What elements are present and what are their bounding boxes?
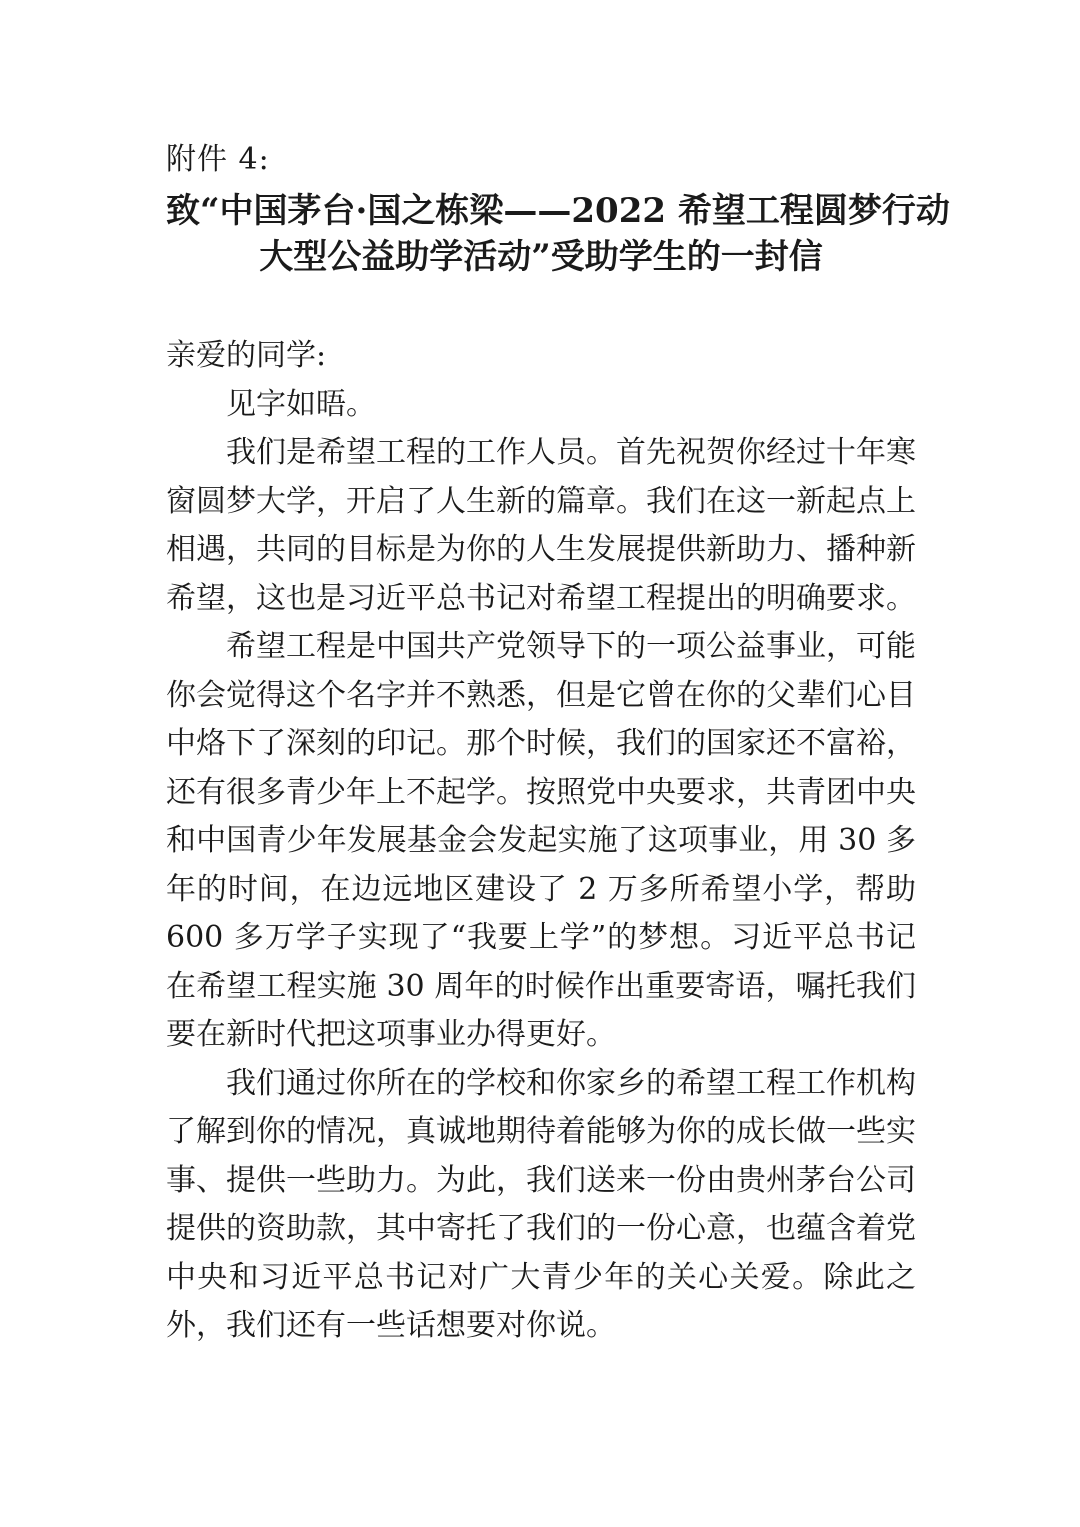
paragraph-introduction: 我们是希望工程的工作人员。首先祝贺你经过十年寒窗圆梦大学，开启了人生新的篇章。我们在这一新起点上相遇，共同的目标是为你的人生发展提供新助力、播种新希望，这也是习近平总书记对希望工程提出的明确要求。 bbox=[166, 435, 916, 616]
attachment-label: 附件 4: bbox=[166, 142, 270, 177]
letter-title-line-1: 致“中国茅台·国之栋梁——2022 希望工程圆梦行动 bbox=[166, 191, 950, 231]
letter-title-line-2: 大型公益助学活动”受助学生的一封信 bbox=[259, 237, 823, 277]
paragraph-funding: 我们通过你所在的学校和你家乡的希望工程工作机构了解到你的情况，真诚地期待着能够为你的成长做一些实事、提供一些助力。为此，我们送来一份由贵州茅台公司提供的资助款，其中寄托了我们的一份心意，也蕴含着党中央和习近平总书记对广大青少年的关心关爱。除此之外，我们还有一些话想要对你说。 bbox=[166, 1065, 916, 1343]
letter-body bbox=[166, 332, 916, 1351]
paragraph-greeting: 见字如晤。 bbox=[226, 386, 376, 422]
salutation: 亲爱的同学: bbox=[166, 338, 327, 373]
paragraph-project-history: 希望工程是中国共产党领导下的一项公益事业，可能你会觉得这个名字并不熟悉，但是它曾在你的父辈们心目中烙下了深刻的印记。那个时候，我们的国家还不富裕，还有很多青少年上不起学。按照党中央要求，共青团中央和中国青少年发展基金会发起实施了这项事业，用 30 多年的时间，在边远地区建设了 2 万多所希望小学，帮助 600 多万学子实现了“我要上学”的梦想。习近平总书记在希望工程实施 30 周年的时候作出重要寄语，嘱托我们要在新时代把这项事业办得更好。 bbox=[166, 629, 916, 1052]
